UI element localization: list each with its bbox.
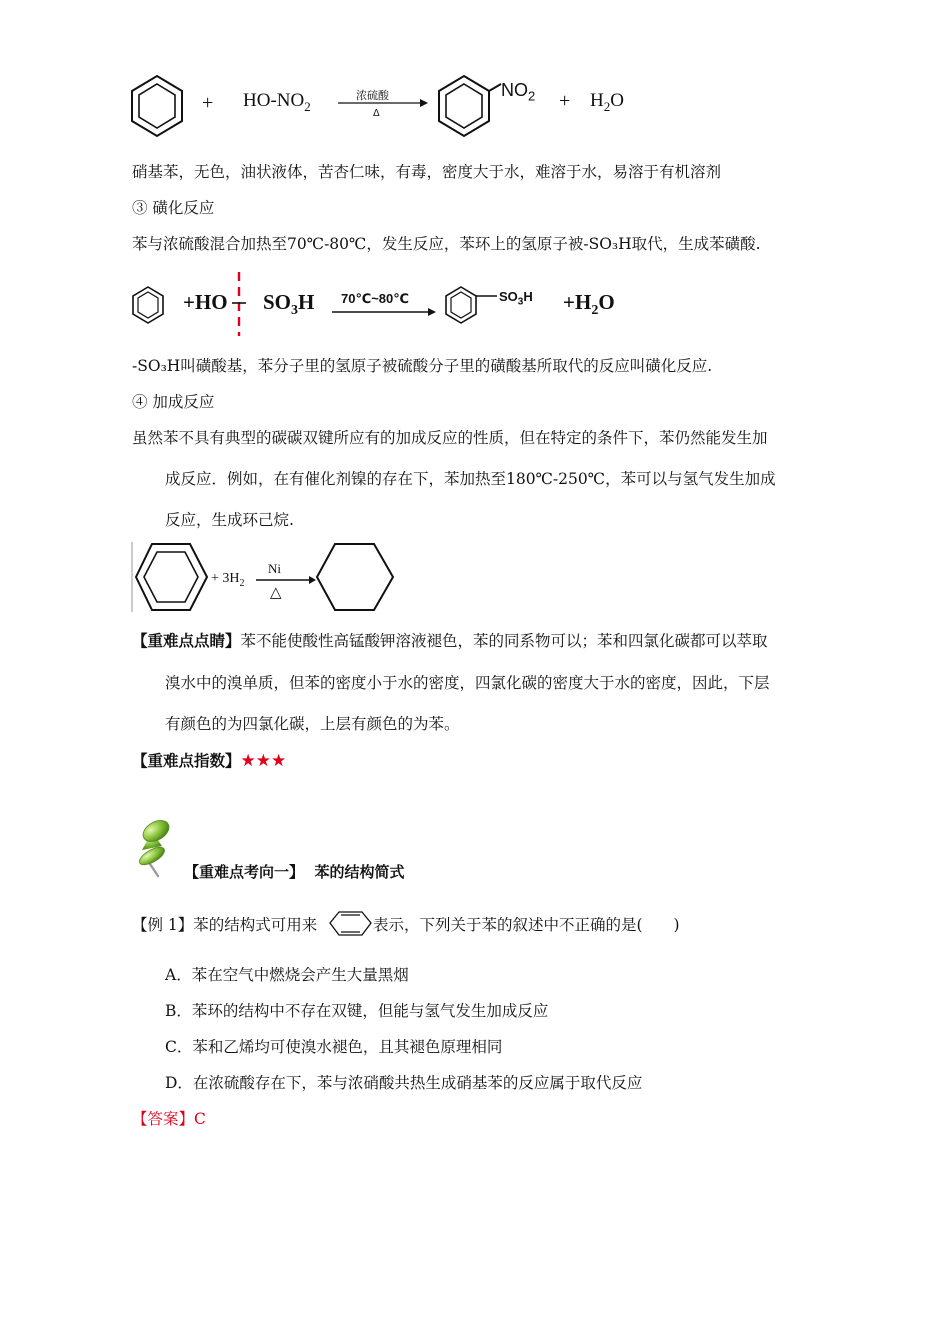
nitrobenzene-description: 硝基苯，无色，油状液体，苦杏仁味，有毒，密度大于水，难溶于水，易溶于有机溶剂 — [132, 163, 722, 181]
answer-label: 【答案】 — [132, 1110, 195, 1128]
addition-paragraph-line2: 成反应．例如，在有催化剂镍的存在下，苯加热至180℃-250℃，苯可以与氢气发生加成 — [165, 470, 776, 488]
option-c: C．苯和乙烯均可使溴水褪色，且其褪色原理相同 — [165, 1038, 503, 1056]
addition-heading: ④ 加成反应 — [132, 393, 215, 411]
nitro-group: $NO_2$ — [501, 80, 536, 104]
sulfonation-description: 苯与浓硫酸混合加热至70℃-80℃，发生反应，苯环上的氢原子被-SO₃H取代，生成苯磺酸. — [132, 235, 761, 253]
condition-heat: Δ — [373, 108, 380, 119]
water-formula: $H_2O$ — [590, 90, 624, 114]
plus-hydroxy: +HO — [183, 290, 228, 314]
hydrogen-reagent: + $3H_2$ — [211, 571, 245, 589]
difficulty-label: 【重难点指数】 — [132, 751, 241, 770]
condition-heat: △ — [270, 585, 282, 601]
sulfonic-reagent: $SO_3H$ — [263, 290, 315, 319]
benzene-ring-icon — [130, 74, 190, 140]
image-left-border — [131, 542, 133, 612]
difficulty-index — [132, 750, 286, 772]
answer-value: C — [194, 1110, 206, 1128]
cyclohexane-icon — [316, 541, 396, 613]
example-stem-continued: 表示，下列关于苯的叙述中不正确的是( ) — [373, 916, 680, 934]
plus-sign: + — [202, 92, 214, 114]
example-stem: 【例 1】苯的结构式可用来 — [132, 916, 318, 934]
answer — [132, 1108, 206, 1130]
condition-catalyst: 浓硫酸 — [356, 90, 389, 102]
key-point-line3: 有颜色的为四氯化碳，上层有颜色的为苯。 — [165, 715, 460, 733]
sulfonation-heading: ③ 磺化反应 — [132, 199, 215, 217]
addition-paragraph-line1: 虽然苯不具有典型的碳碳双键所应有的加成反应的性质，但在特定的条件下，苯仍然能发生加 — [132, 429, 768, 447]
key-point-line1: 【重难点点睛】苯不能使酸性高锰酸钾溶液褪色，苯的同系物可以；苯和四氯化碳都可以萃取 — [132, 631, 768, 650]
benzene-kekule-icon — [329, 911, 373, 937]
reaction-arrow-icon — [332, 306, 436, 318]
benzene-ring-icon — [132, 286, 172, 326]
bond-cleavage-mark — [232, 272, 246, 338]
sulfonic-group-description: -SO₃H叫磺酸基，苯分子里的氢原子被硫酸分子里的磺酸基所取代的反应叫磺化反应. — [132, 357, 713, 375]
pushpin-icon — [128, 818, 186, 880]
nitric-acid-formula: $HO-NO_2$ — [243, 90, 311, 114]
water-formula: $+H_2O$ — [563, 290, 615, 319]
key-point-line2: 溴水中的溴单质，但苯的密度小于水的密度，四氯化碳的密度大于水的密度，因此，下层 — [165, 674, 770, 692]
example-label: 【例 1】 — [132, 916, 194, 934]
option-d: D．在浓硫酸存在下，苯与浓硝酸共热生成硝基苯的反应属于取代反应 — [165, 1074, 643, 1092]
benzene-ring-icon — [445, 286, 505, 326]
option-b: B．苯环的结构中不存在双键，但能与氢气发生加成反应 — [165, 1002, 549, 1020]
sulfonic-group: $SO_3H$ — [499, 289, 533, 308]
benzene-ring-icon — [134, 541, 210, 613]
section-title: 【重难点考向一】 苯的结构简式 — [184, 863, 405, 881]
difficulty-stars: ★★★ — [240, 751, 287, 771]
reaction-arrow-icon — [256, 575, 316, 585]
condition-catalyst-ni: Ni — [268, 561, 281, 576]
plus-sign: + — [559, 90, 571, 112]
condition-temperature: 70℃~80℃ — [341, 291, 409, 306]
option-a: A．苯在空气中燃烧会产生大量黑烟 — [165, 966, 409, 984]
key-point-label: 【重难点点睛】 — [132, 631, 241, 650]
addition-paragraph-line3: 反应，生成环己烷. — [165, 511, 294, 529]
reaction-arrow-icon — [338, 97, 428, 109]
